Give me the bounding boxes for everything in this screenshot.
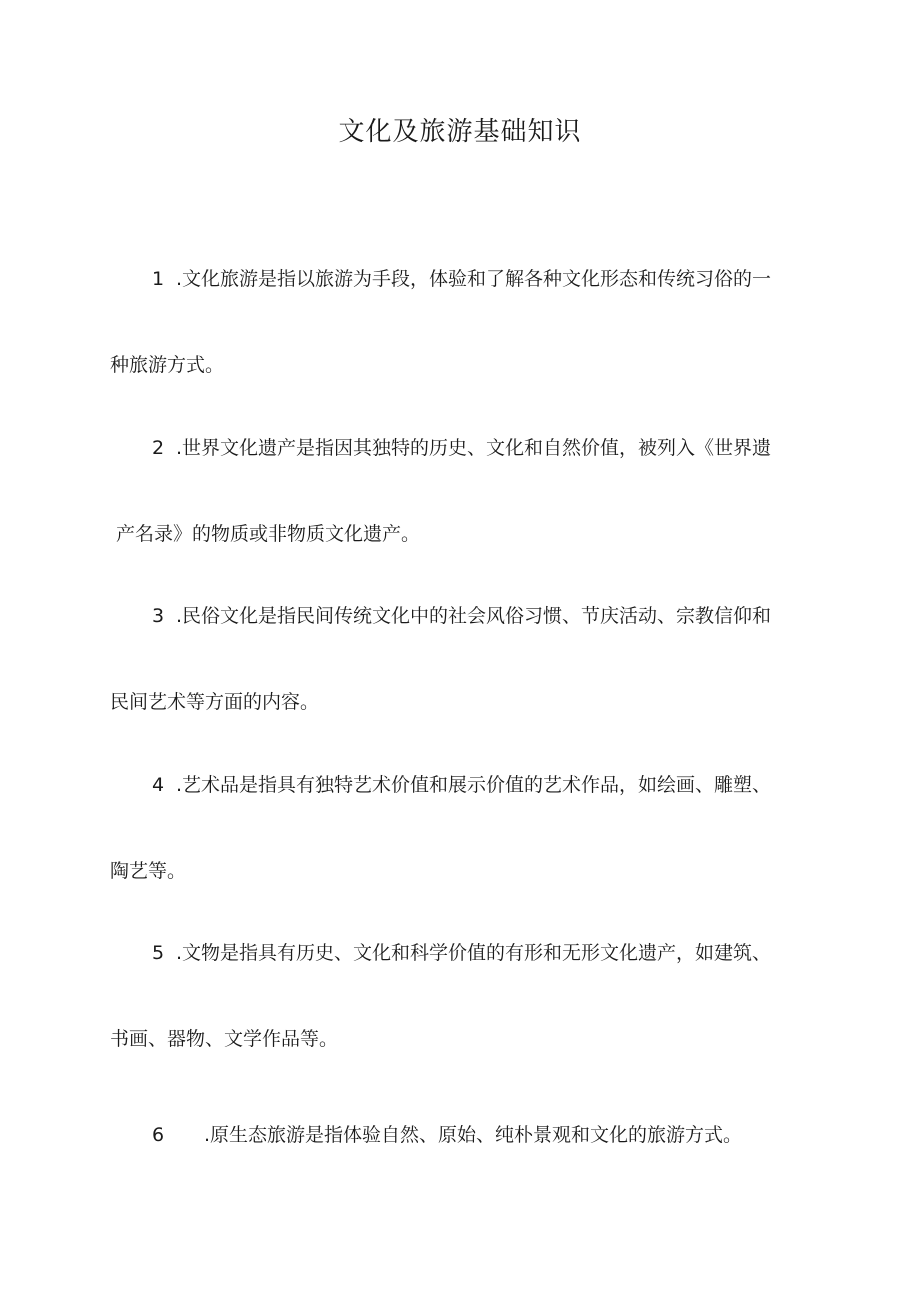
item-text-line2: 书画、器物、文学作品等。 <box>110 1028 339 1050</box>
item-text-line1: .民俗文化是指民间传统文化中的社会风俗习惯、节庆活动、宗教信仰和 <box>176 605 772 627</box>
list-item <box>110 405 826 577</box>
list-item <box>110 742 826 914</box>
item-text-line2: 种旅游方式。 <box>110 354 225 376</box>
item-text-line1: .世界文化遗产是指因其独特的历史、文化和自然价值，被列入《世界遗 <box>176 437 772 459</box>
item-number: 4 <box>152 774 165 796</box>
list-item <box>110 573 826 745</box>
item-text-line1: .原生态旅游是指体验自然、原始、纯朴景观和文化的旅游方式。 <box>204 1124 743 1146</box>
item-text-line1: .文物是指具有历史、文化和科学价值的有形和无形文化遗产，如建筑、 <box>176 942 772 964</box>
item-text-line1: .艺术品是指具有独特艺术价值和展示价值的艺术作品，如绘画、雕塑、 <box>176 774 772 796</box>
list-item <box>110 910 826 1082</box>
page-title: 文化及旅游基础知识 <box>338 117 582 147</box>
list-item <box>110 236 826 408</box>
item-number: 3 <box>152 605 165 627</box>
item-text-line2: 产名录》的物质或非物质文化遗产。 <box>116 523 421 545</box>
item-number: 2 <box>152 437 165 459</box>
list-item <box>110 1092 826 1178</box>
item-text-line2: 民间艺术等方面的内容。 <box>110 691 320 713</box>
item-number: 1 <box>152 268 165 290</box>
item-text-line1: .文化旅游是指以旅游为手段，体验和了解各种文化形态和传统习俗的一 <box>176 268 772 290</box>
item-number: 5 <box>152 942 165 964</box>
item-number: 6 <box>152 1124 165 1146</box>
item-text-line2: 陶艺等。 <box>110 860 187 882</box>
